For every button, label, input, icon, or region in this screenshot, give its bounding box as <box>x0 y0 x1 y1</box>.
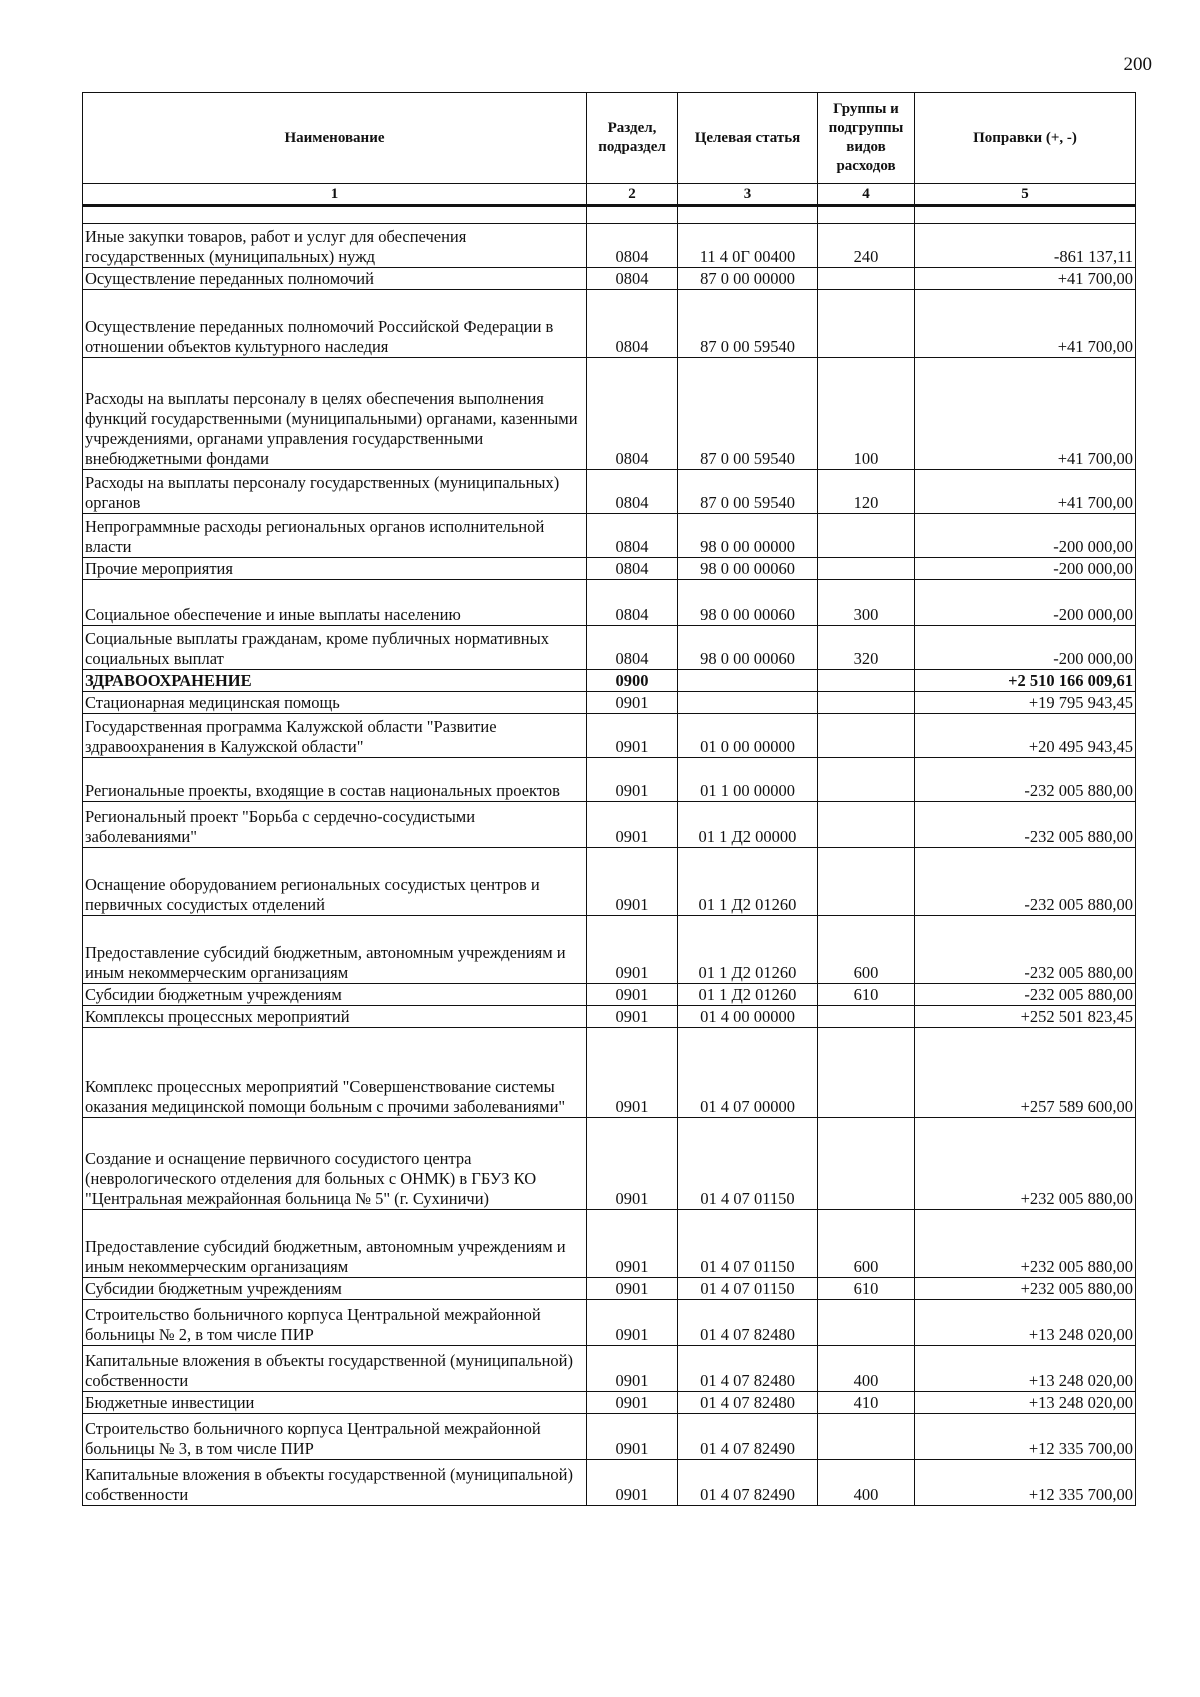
row-section: 0901 <box>587 1346 678 1392</box>
row-section: 0901 <box>587 1118 678 1210</box>
row-name: Строительство больничного корпуса Центральной межрайонной больницы № 3, в том числе ПИР <box>83 1414 587 1460</box>
header-group: Группы и подгруппы видов расходов <box>818 93 915 184</box>
row-name: Предоставление субсидий бюджетным, автономным учреждениям и иным некоммерческим организациям <box>83 1210 587 1278</box>
row-name: Стационарная медицинская помощь <box>83 692 587 714</box>
row-name: Капитальные вложения в объекты государственной (муниципальной) собственности <box>83 1346 587 1392</box>
table-row <box>83 802 1136 848</box>
row-amount: -200 000,00 <box>915 558 1136 580</box>
budget-table <box>82 92 1136 1506</box>
row-section: 0901 <box>587 1414 678 1460</box>
table-row <box>83 714 1136 758</box>
table-row <box>83 758 1136 802</box>
row-amount: +12 335 700,00 <box>915 1414 1136 1460</box>
row-group <box>818 1414 915 1460</box>
row-name: Иные закупки товаров, работ и услуг для обеспечения государственных (муниципальных) нужд <box>83 224 587 268</box>
row-target: 01 4 07 01150 <box>678 1278 818 1300</box>
table-row <box>83 1006 1136 1028</box>
row-section: 0804 <box>587 558 678 580</box>
table-row <box>83 1392 1136 1414</box>
row-target: 01 4 07 00000 <box>678 1028 818 1118</box>
row-section: 0901 <box>587 1300 678 1346</box>
table-row <box>83 1414 1136 1460</box>
row-target: 01 1 00 00000 <box>678 758 818 802</box>
row-name: Предоставление субсидий бюджетным, автономным учреждениям и иным некоммерческим организациям <box>83 916 587 984</box>
row-amount: +232 005 880,00 <box>915 1278 1136 1300</box>
header-amount: Поправки (+, -) <box>915 93 1136 184</box>
row-name: Капитальные вложения в объекты государственной (муниципальной) собственности <box>83 1460 587 1506</box>
row-target: 87 0 00 59540 <box>678 290 818 358</box>
row-section: 0901 <box>587 1392 678 1414</box>
row-name: Прочие мероприятия <box>83 558 587 580</box>
row-section: 0901 <box>587 714 678 758</box>
row-target: 01 1 Д2 01260 <box>678 916 818 984</box>
header-target: Целевая статья <box>678 93 818 184</box>
table-row <box>83 692 1136 714</box>
row-name: Региональный проект "Борьба с сердечно-сосудистыми заболеваниями" <box>83 802 587 848</box>
row-section: 0901 <box>587 1006 678 1028</box>
row-group <box>818 1006 915 1028</box>
row-name: Комплексы процессных мероприятий <box>83 1006 587 1028</box>
table-row <box>83 358 1136 470</box>
table-row <box>83 1460 1136 1506</box>
table-row <box>83 1210 1136 1278</box>
row-section: 0901 <box>587 984 678 1006</box>
row-section: 0901 <box>587 1028 678 1118</box>
header-name: Наименование <box>83 93 587 184</box>
row-target: 98 0 00 00000 <box>678 514 818 558</box>
row-name: Субсидии бюджетным учреждениям <box>83 984 587 1006</box>
row-section: 0901 <box>587 802 678 848</box>
row-amount: -200 000,00 <box>915 514 1136 558</box>
row-amount: +2 510 166 009,61 <box>915 670 1136 692</box>
row-name: Строительство больничного корпуса Центральной межрайонной больницы № 2, в том числе ПИР <box>83 1300 587 1346</box>
table-row <box>83 626 1136 670</box>
header-number: 5 <box>915 184 1136 206</box>
row-target: 87 0 00 00000 <box>678 268 818 290</box>
header-number: 3 <box>678 184 818 206</box>
table-row <box>83 670 1136 692</box>
row-amount: +19 795 943,45 <box>915 692 1136 714</box>
row-target: 87 0 00 59540 <box>678 358 818 470</box>
row-target: 01 0 00 00000 <box>678 714 818 758</box>
row-amount: +232 005 880,00 <box>915 1210 1136 1278</box>
row-target <box>678 692 818 714</box>
row-name: Непрограммные расходы региональных органов исполнительной власти <box>83 514 587 558</box>
header-number: 2 <box>587 184 678 206</box>
row-group <box>818 1300 915 1346</box>
row-section: 0900 <box>587 670 678 692</box>
row-group: 610 <box>818 984 915 1006</box>
row-target: 98 0 00 00060 <box>678 558 818 580</box>
row-amount: +252 501 823,45 <box>915 1006 1136 1028</box>
row-amount: -232 005 880,00 <box>915 848 1136 916</box>
table-row <box>83 290 1136 358</box>
header-number-row <box>83 184 1136 206</box>
row-amount: +232 005 880,00 <box>915 1118 1136 1210</box>
row-group: 610 <box>818 1278 915 1300</box>
table-row <box>83 580 1136 626</box>
row-group: 400 <box>818 1346 915 1392</box>
row-group: 300 <box>818 580 915 626</box>
row-amount: +41 700,00 <box>915 290 1136 358</box>
table-row <box>83 916 1136 984</box>
table-row <box>83 514 1136 558</box>
row-group <box>818 514 915 558</box>
row-amount: +13 248 020,00 <box>915 1300 1136 1346</box>
row-amount: -200 000,00 <box>915 580 1136 626</box>
table-row <box>83 268 1136 290</box>
row-target: 01 1 Д2 00000 <box>678 802 818 848</box>
row-group <box>818 848 915 916</box>
header-number: 1 <box>83 184 587 206</box>
table-row <box>83 224 1136 268</box>
row-group <box>818 670 915 692</box>
table-row <box>83 470 1136 514</box>
row-amount: +13 248 020,00 <box>915 1392 1136 1414</box>
row-amount: +41 700,00 <box>915 358 1136 470</box>
row-name: Оснащение оборудованием региональных сосудистых центров и первичных сосудистых отделений <box>83 848 587 916</box>
row-section: 0901 <box>587 916 678 984</box>
row-amount: +257 589 600,00 <box>915 1028 1136 1118</box>
row-group: 100 <box>818 358 915 470</box>
row-amount: -200 000,00 <box>915 626 1136 670</box>
row-name: Осуществление переданных полномочий Российской Федерации в отношении объектов культурного наследия <box>83 290 587 358</box>
row-section: 0804 <box>587 358 678 470</box>
table-row <box>83 1118 1136 1210</box>
row-name: Социальные выплаты гражданам, кроме публичных нормативных социальных выплат <box>83 626 587 670</box>
row-section: 0901 <box>587 1210 678 1278</box>
row-group: 120 <box>818 470 915 514</box>
row-group: 600 <box>818 1210 915 1278</box>
row-amount: +12 335 700,00 <box>915 1460 1136 1506</box>
row-group: 600 <box>818 916 915 984</box>
row-target <box>678 670 818 692</box>
row-target: 11 4 0Г 00400 <box>678 224 818 268</box>
page-number: 200 <box>1123 54 1152 75</box>
row-amount: +41 700,00 <box>915 268 1136 290</box>
row-name: Осуществление переданных полномочий <box>83 268 587 290</box>
row-name: Расходы на выплаты персоналу государственных (муниципальных) органов <box>83 470 587 514</box>
row-amount: -232 005 880,00 <box>915 984 1136 1006</box>
row-section: 0804 <box>587 290 678 358</box>
row-name: Комплекс процессных мероприятий "Совершенствование системы оказания медицинской помощи больным с прочими заболеваниями" <box>83 1028 587 1118</box>
row-group <box>818 758 915 802</box>
row-target: 98 0 00 00060 <box>678 580 818 626</box>
row-group: 240 <box>818 224 915 268</box>
row-target: 01 4 07 01150 <box>678 1118 818 1210</box>
row-target: 01 4 07 01150 <box>678 1210 818 1278</box>
row-group <box>818 1028 915 1118</box>
row-group: 400 <box>818 1460 915 1506</box>
row-amount: -232 005 880,00 <box>915 758 1136 802</box>
row-amount: +13 248 020,00 <box>915 1346 1136 1392</box>
row-name: Субсидии бюджетным учреждениям <box>83 1278 587 1300</box>
row-group <box>818 1118 915 1210</box>
table-row <box>83 1028 1136 1118</box>
row-name: Бюджетные инвестиции <box>83 1392 587 1414</box>
row-name: Социальное обеспечение и иные выплаты населению <box>83 580 587 626</box>
row-group <box>818 692 915 714</box>
row-section: 0901 <box>587 1460 678 1506</box>
header-number: 4 <box>818 184 915 206</box>
row-amount: +20 495 943,45 <box>915 714 1136 758</box>
row-target: 01 4 00 00000 <box>678 1006 818 1028</box>
row-target: 01 4 07 82480 <box>678 1300 818 1346</box>
row-target: 01 1 Д2 01260 <box>678 984 818 1006</box>
row-section: 0901 <box>587 1278 678 1300</box>
row-group <box>818 558 915 580</box>
table-row <box>83 1278 1136 1300</box>
header-row <box>83 93 1136 184</box>
row-amount: -232 005 880,00 <box>915 916 1136 984</box>
row-group: 320 <box>818 626 915 670</box>
table-row <box>83 984 1136 1006</box>
row-section: 0804 <box>587 626 678 670</box>
row-target: 01 1 Д2 01260 <box>678 848 818 916</box>
row-section: 0804 <box>587 470 678 514</box>
table-row <box>83 558 1136 580</box>
row-group <box>818 268 915 290</box>
row-name: Региональные проекты, входящие в состав национальных проектов <box>83 758 587 802</box>
row-name: Создание и оснащение первичного сосудистого центра (неврологического отделения для больных с ОНМК) в ГБУЗ КО "Центральная межрайонная больница № 5" (г. Сухиничи) <box>83 1118 587 1210</box>
header-section: Раздел, подраздел <box>587 93 678 184</box>
row-section: 0901 <box>587 692 678 714</box>
row-amount: -232 005 880,00 <box>915 802 1136 848</box>
row-target: 01 4 07 82480 <box>678 1392 818 1414</box>
row-name: Государственная программа Калужской области "Развитие здравоохранения в Калужской области" <box>83 714 587 758</box>
row-group <box>818 714 915 758</box>
row-target: 01 4 07 82480 <box>678 1346 818 1392</box>
table-row <box>83 848 1136 916</box>
table-body <box>83 206 1136 1506</box>
row-section: 0901 <box>587 848 678 916</box>
row-amount: -861 137,11 <box>915 224 1136 268</box>
row-group <box>818 290 915 358</box>
spacer-row <box>83 206 1136 224</box>
row-name: ЗДРАВООХРАНЕНИЕ <box>83 670 587 692</box>
row-section: 0804 <box>587 268 678 290</box>
row-section: 0804 <box>587 580 678 626</box>
table-row <box>83 1300 1136 1346</box>
row-section: 0804 <box>587 514 678 558</box>
row-target: 98 0 00 00060 <box>678 626 818 670</box>
row-section: 0901 <box>587 758 678 802</box>
row-name: Расходы на выплаты персоналу в целях обеспечения выполнения функций государственными (муниципальными) органами, казенными учреждениями, органами управления государственными внебюджетными фондами <box>83 358 587 470</box>
row-target: 87 0 00 59540 <box>678 470 818 514</box>
row-target: 01 4 07 82490 <box>678 1414 818 1460</box>
row-amount: +41 700,00 <box>915 470 1136 514</box>
row-target: 01 4 07 82490 <box>678 1460 818 1506</box>
row-section: 0804 <box>587 224 678 268</box>
row-group <box>818 802 915 848</box>
row-group: 410 <box>818 1392 915 1414</box>
table-row <box>83 1346 1136 1392</box>
